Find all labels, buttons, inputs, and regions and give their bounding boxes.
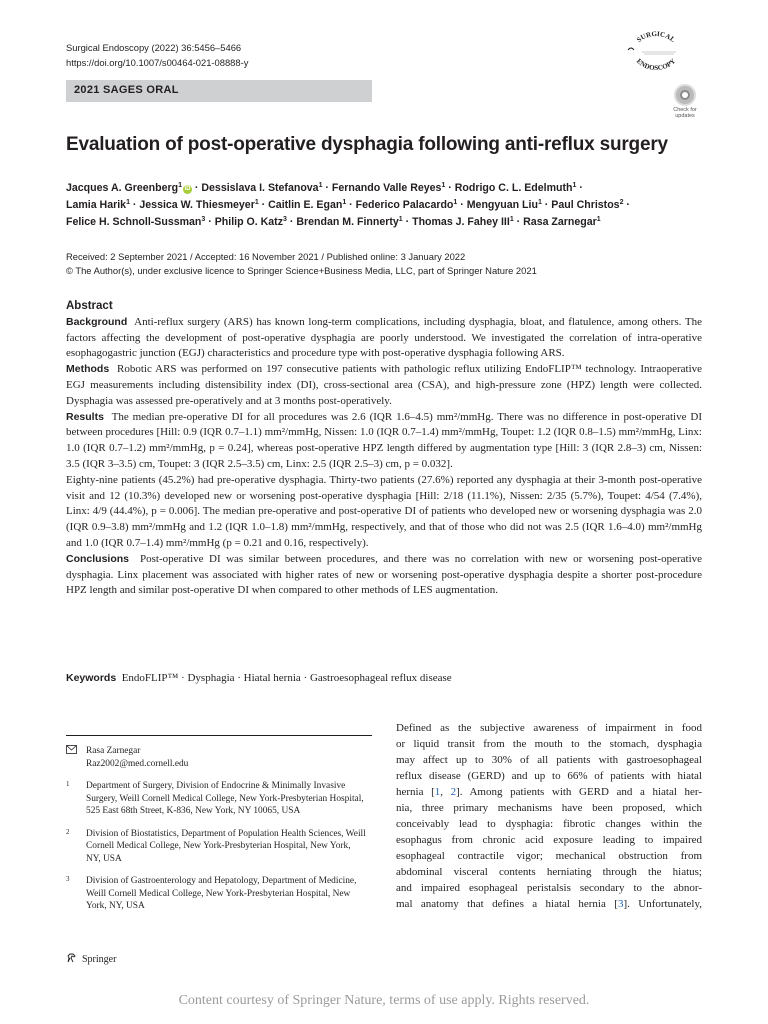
author-name[interactable]: Rodrigo C. L. Edelmuth (454, 182, 573, 194)
abstract-methods (66, 362, 702, 409)
author-name[interactable]: Dessislava I. Stefanova (201, 182, 319, 194)
copyright-line: © The Author(s), under exclusive licence to Springer Science+Business Media, LLC, part of Springer Nature 2021 (66, 265, 537, 276)
body-line: esophageal contractile vigor; mechanical obstruction from (396, 850, 702, 862)
affiliation-marker: 1 (178, 182, 182, 189)
affiliation-marker: 1 (537, 199, 542, 206)
author-name[interactable]: Paul Christos (551, 199, 620, 211)
results-text: The median pre-operative DI for all procedures was 2.6 (IQR 1.6–4.5) mm²/mmHg. There was no difference in post-operative DI between procedures [Hill: 0.9 (IQR 0.7–1.1) mm²/mmHg, Nissen: 1.0 (IQR 0.7–1.4) mm²/mmHg, Toupet: 1.2 (IQR 0.8–1.5) mm²/mmHg, Linx: 1.0 (IQR 0.7–1.2) mm²/mmHg, p = 0.24], whereas post-operative HPZ length differed by augmentation type [Hill: 3 (IQR 2.8–3) cm, Nissen: 3.5 (IQR 3–3.5) cm, Toupet: 3 (IQR 2.5–3.5) cm, Linx: 2.5 (IQR 2.5–3) cm, p = 0.032]. (66, 410, 702, 470)
contact-name: Rasa Zarnegar (86, 746, 141, 756)
orcid-icon[interactable]: iD (184, 186, 191, 192)
affiliation-number: 1 (66, 780, 70, 788)
conclusions-label: Conclusions (66, 552, 130, 565)
affiliation-marker: 1 (126, 199, 130, 206)
abstract-results-continued: Eighty-nine patients (45.2%) had pre-operative dysphagia. Thirty-two patients (27.6%) reported any dysphagia at their 3-month post-operative visit and 12 (10.3%) developed new or worsening post-operative dysphagia [Hill: 2/18 (11.1%), Nissen: 2/35 (5.7%), Toupet: 4/54 (7.4%), Linx: 4/9 (44.4%), p = 0.006]. The median pre-operative and post-operative DI of patients who developed new or worsening dysphagia was 2.0 (IQR 0.9–3.8) mm²/mmHg and 1.2 (IQR 1.0–1.8) mm²/mmHg, respectively, and that of those who did not was 2.5 (IQR 1.6–4.0) mm²/mmHg and 1.0 (IQR 0.7–1.4) mm²/mmHg (p = 0.21 and 0.16, respectively). (66, 473, 702, 549)
abstract (66, 299, 702, 599)
author-list (66, 180, 706, 231)
methods-label: Methods (66, 363, 110, 376)
footnotes (66, 745, 366, 923)
author-line: Jacques A. Greenberg$^1$ iD · Dessislava I. Stefanova$^1$ · Fernando Valle Reyes$^1$ · Rodrigo C. L. Edelmuth$^1$ · (66, 182, 583, 194)
background-text: Anti-reflux surgery (ARS) has known long-term complications, including dysphagia, bloat, and flatulence, among others. The factors affecting the development of post-operative dysphagia are poorly understood. We investigated the correlation of intra-operative esophagogastric junction (EGJ) characteristics and procedure type with post-operative dysphagia following ARS. (66, 315, 702, 360)
author-name[interactable]: Fernando Valle Reyes (331, 182, 442, 194)
courtesy-notice: Content courtesy of Springer Nature, terms of use apply. Rights reserved. (178, 993, 590, 1008)
publisher-name: Springer (82, 954, 117, 965)
methods-text: Robotic ARS was performed on 197 consecutive patients with pathologic reflux utilizing EndoFLIP™ technology. Intraoperative EGJ measurements including distensibility index (DI), cross-sectional area (CSA), and high-pressure zone (HPZ) length were collected. Dysphagia was assessed pre-operatively and at 3 months post-operatively. (66, 363, 703, 407)
affiliation-marker: 1 (453, 199, 458, 206)
abstract-background (66, 315, 702, 362)
keywords-label: Keywords (66, 672, 117, 684)
affiliation-marker: 1 (596, 216, 601, 223)
abstract-heading: Abstract (66, 300, 113, 312)
author-name[interactable]: Lamia Harik (66, 199, 127, 211)
affiliation-number: 3 (66, 875, 70, 883)
citation-link[interactable]: 3 (617, 898, 624, 910)
affiliation-1 (66, 780, 366, 818)
springer-horse-icon (66, 953, 78, 963)
affiliation-text: Division of Biostatistics, Department of Population Health Sciences, Weill Cornell Medical College, New York-Presbyterian Hospital, New York, NY, USA (86, 828, 366, 864)
affiliation-text: Department of Surgery, Division of Endocrine & Minimally Invasive Surgery, Weill Cornell Medical College, New York-Presbyterian Hospital, 525 East 68th Street, K-836, New York, NY 10065, USA (86, 781, 364, 816)
journal-seal-icon (620, 28, 692, 74)
author-name[interactable]: Rasa Zarnegar (523, 216, 597, 228)
author-name[interactable]: Thomas J. Fahey III (412, 216, 510, 228)
journal-header (66, 40, 248, 70)
keywords-text: EndoFLIP™ · Dysphagia · Hiatal hernia · Gastroesophageal reflux disease (121, 672, 452, 684)
envelope-icon (66, 745, 77, 758)
affiliation-marker: 3 (283, 216, 287, 223)
background-label: Background (66, 315, 128, 328)
results-label: Results (66, 410, 104, 423)
citation-link[interactable]: 2 (450, 786, 457, 798)
affiliation-marker: 2 (619, 199, 624, 206)
body-line: nia, three primary mechanisms have been proposed, which (396, 802, 702, 814)
footnote-divider (66, 735, 372, 736)
body-line: mal anatomy that defines a hiatal hernia [3]. Unfortunately, (396, 898, 702, 910)
affiliation-text: Division of Gastroenterology and Hepatology, Department of Medicine, Weill Cornell Medical College, New York-Presbyterian Hospital, New York, NY, USA (86, 876, 357, 911)
body-line: esophagus from chronic acid exposure leading to impaired (396, 834, 702, 846)
affiliation-marker: 1 (509, 216, 514, 223)
abstract-conclusions (66, 552, 702, 599)
banner-label: 2021 SAGES ORAL (74, 84, 179, 96)
affiliation-marker: 1 (254, 199, 259, 206)
dates-line: Received: 2 September 2021 / Accepted: 16 November 2021 / Published online: 3 January 2022 (66, 251, 466, 262)
body-line: conceivably lead to dysphagia: fibrotic changes within the (396, 818, 702, 830)
body-line: may affect up to 30% of all patients with gastroesophageal (396, 754, 702, 766)
affiliation-marker: 1 (572, 182, 577, 189)
check-updates-label: Check for updates (673, 107, 697, 119)
svg-text:SURGICAL: SURGICAL (635, 29, 677, 44)
body-line: abdominal visceral contents herniating through the hiatus; (396, 866, 702, 878)
affiliation-number: 2 (66, 827, 70, 836)
affiliation-marker: 1 (441, 182, 446, 189)
corresponding-author (66, 745, 366, 770)
author-name[interactable]: Federico Palacardo (355, 199, 454, 211)
affiliation-marker: 1 (318, 182, 323, 189)
keywords (66, 672, 452, 684)
abstract-results (66, 410, 702, 473)
body-line: hernia [1, 2]. Among patients with GERD and a hiatal her- (396, 786, 702, 798)
body-line: reflux disease (GERD) and up to 66% of patients with hiatal (396, 770, 702, 782)
check-updates-icon (674, 84, 696, 106)
publisher-mark (66, 953, 116, 965)
body-line: Defined as the subjective awareness of impairment in food (396, 722, 702, 734)
contact-email[interactable]: Raz2002@med.cornell.edu (86, 758, 189, 769)
journal-citation: Surgical Endoscopy (2022) 36:5456–5466 (66, 42, 242, 53)
body-line: or liquid transit from the mouth to the stomach, dysphagia (396, 738, 702, 750)
affiliation-3 (66, 875, 366, 913)
author-name[interactable]: Caitlin E. Egan (268, 199, 343, 211)
publication-dates (66, 250, 537, 278)
doi-link[interactable]: https://doi.org/10.1007/s00464-021-08888-y (66, 57, 249, 68)
author-line: Lamia Harik$^1$ · Jessica W. Thiesmeyer$^1$ · Caitlin E. Egan$^1$ · Federico Palacardo$^1$ · Mengyuan Liu$^1$ · Paul Christos$^2$ · (66, 199, 630, 211)
affiliation-2 (66, 828, 366, 866)
check-updates-button[interactable] (665, 84, 705, 122)
affiliation-marker: 1 (398, 216, 403, 223)
svg-text:ENDOSCOPY: ENDOSCOPY (634, 57, 678, 73)
author-name[interactable]: Felice H. Schnoll-Sussman (66, 216, 202, 228)
citation-link[interactable]: 1 (434, 786, 441, 798)
author-name[interactable]: Brendan M. Finnerty (296, 216, 399, 228)
body-line: and impaired esophageal peristalsis secondary to the abnor- (396, 882, 702, 894)
author-name[interactable]: Mengyuan Liu (466, 199, 538, 211)
author-name[interactable]: Jacques A. Greenberg (66, 182, 179, 194)
affiliation-marker: 1 (342, 199, 347, 206)
author-name[interactable]: Jessica W. Thiesmeyer (139, 199, 255, 211)
affiliation-marker: 3 (201, 216, 206, 223)
section-banner (66, 80, 372, 102)
author-line: Felice H. Schnoll-Sussman$^3$ · Philip O. Katz$^3$ · Brendan M. Finnerty$^1$ · Thomas J. Fahey $III^1$ · Rasa Zarnegar$^1$ (66, 216, 601, 228)
body-text (396, 720, 702, 912)
article-title: Evaluation of post-operative dysphagia following anti-reflux surgery (66, 134, 668, 155)
author-name[interactable]: Philip O. Katz (214, 216, 284, 228)
conclusions-text: Post-operative DI was similar between procedures, and there was no correlation with new or worsening post-operative dysphagia. Linx placement was associated with higher rates of new or worsening post-operative dysphagia despite a shorter post-procedure HPZ length and similar post-operative DI when compared to other methods of LES augmentation. (66, 552, 703, 597)
